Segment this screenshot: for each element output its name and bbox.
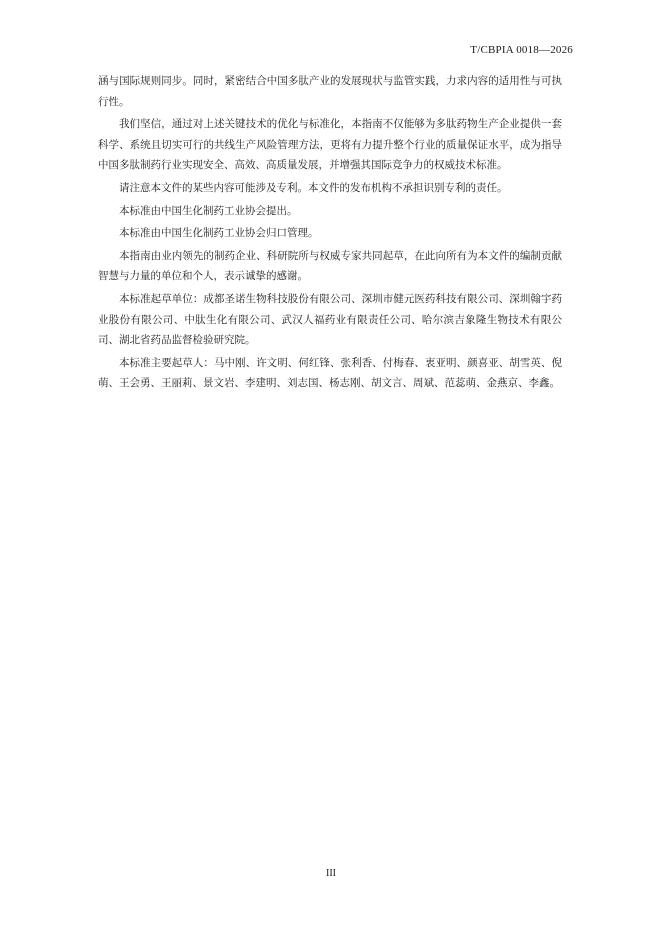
document-body xyxy=(98,71,562,396)
standard-code: T/CBPIA 0018—2026 xyxy=(470,44,573,56)
paragraph-patent-notice: 请注意本文件的某些内容可能涉及专利。本文件的发布机构不承担识别专利的责任。 xyxy=(119,181,508,194)
paragraph-continuation: 涵与国际规则同步。同时，紧密结合中国多肽产业的发展现状与监管实践，力求内容的适用性与可执行性。 xyxy=(98,75,562,108)
paragraph-drafting-units: 本标准起草单位：成都圣诺生物科技股份有限公司、深圳市健元医药科技有限公司、深圳翰宇药业股份有限公司、中肽生化有限公司、武汉人福药业有限责任公司、哈尔滨吉象隆生物技术有限公司、湖北省药品监督检验研究院。 xyxy=(98,292,562,347)
paragraph-managed-by: 本标准由中国生化制药工业协会归口管理。 xyxy=(119,227,319,240)
paragraph-acknowledgement: 本指南由业内领先的制药企业、科研院所与权威专家共同起草，在此向所有为本文件的编制贡献智慧与力量的单位和个人，表示诚挚的感谢。 xyxy=(98,249,562,283)
paragraph-drafters: 本标准主要起草人：马中刚、许文明、何红锋、张利香、付梅春、衷亚明、颜喜亚、胡雪英、倪萌、王会勇、王丽莉、景文岩、李建明、刘志国、杨志刚、胡文言、周斌、范蕊萌、金燕京、李鑫。 xyxy=(98,356,562,390)
paragraph-belief: 我们坚信，通过对上述关键技术的优化与标准化，本指南不仅能够为多肽药物生产企业提供一套科学、系统且切实可行的共线生产风险管理方法，更将有力提升整个行业的质量保证水平，成为指导中国多肽制药行业实现安全、高效、高质量发展，并增强其国际竞争力的权威技术标准。 xyxy=(98,118,562,172)
page-number: III xyxy=(326,868,336,879)
paragraph-proposed-by: 本标准由中国生化制药工业协会提出。 xyxy=(119,204,298,217)
